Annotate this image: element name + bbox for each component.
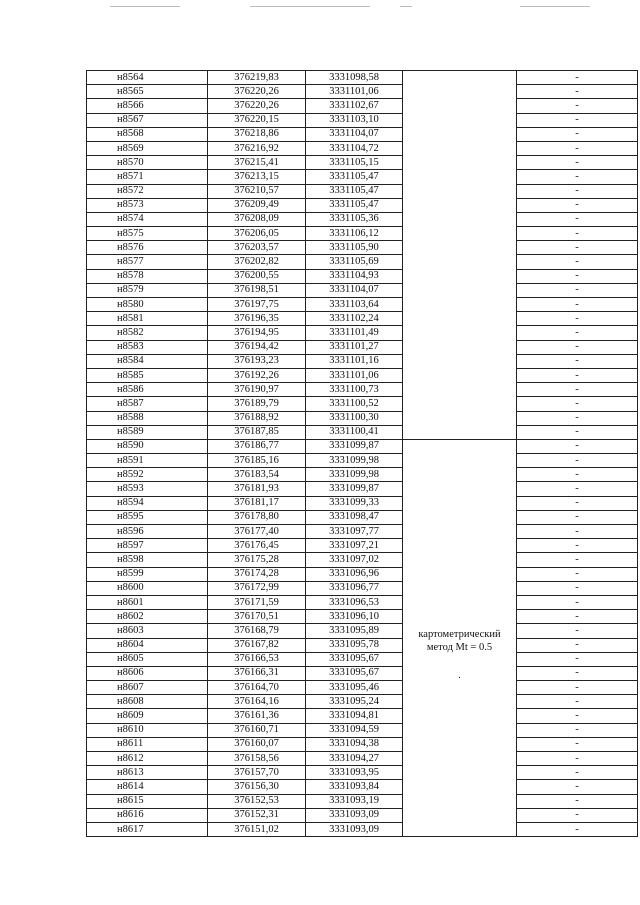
y-coordinate-cell: 3331102,67 (306, 99, 403, 113)
accuracy-cell: - (517, 638, 638, 652)
x-coordinate-cell: 376152,31 (208, 808, 306, 822)
y-coordinate-cell: 3331105,90 (306, 241, 403, 255)
table-row (87, 141, 638, 155)
point-name-cell: н8606 (87, 666, 208, 680)
point-name-cell: н8570 (87, 156, 208, 170)
y-coordinate-cell: 3331104,07 (306, 283, 403, 297)
table-row (87, 127, 638, 141)
table-row (87, 241, 638, 255)
table-row (87, 737, 638, 751)
table-row (87, 85, 638, 99)
y-coordinate-cell: 3331094,27 (306, 752, 403, 766)
x-coordinate-cell: 376181,93 (208, 482, 306, 496)
table-row (87, 255, 638, 269)
point-name-cell: н8579 (87, 283, 208, 297)
y-coordinate-cell: 3331093,09 (306, 808, 403, 822)
x-coordinate-cell: 376187,85 (208, 425, 306, 439)
table-row (87, 411, 638, 425)
point-name-cell: н8607 (87, 681, 208, 695)
accuracy-cell: - (517, 595, 638, 609)
y-coordinate-cell: 3331101,16 (306, 354, 403, 368)
table-row (87, 780, 638, 794)
table-row (87, 539, 638, 553)
y-coordinate-cell: 3331094,81 (306, 709, 403, 723)
point-name-cell: н8612 (87, 752, 208, 766)
accuracy-cell: - (517, 723, 638, 737)
point-name-cell: н8613 (87, 766, 208, 780)
table-row (87, 822, 638, 836)
method-cell-empty (403, 71, 517, 440)
x-coordinate-cell: 376176,45 (208, 539, 306, 553)
y-coordinate-cell: 3331096,10 (306, 610, 403, 624)
x-coordinate-cell: 376168,79 (208, 624, 306, 638)
x-coordinate-cell: 376200,55 (208, 269, 306, 283)
point-name-cell: н8580 (87, 298, 208, 312)
accuracy-cell: - (517, 170, 638, 184)
accuracy-cell: - (517, 681, 638, 695)
table-row (87, 595, 638, 609)
table-row (87, 553, 638, 567)
table-row (87, 695, 638, 709)
x-coordinate-cell: 376216,92 (208, 141, 306, 155)
accuracy-cell: - (517, 184, 638, 198)
x-coordinate-cell: 376178,80 (208, 510, 306, 524)
y-coordinate-cell: 3331099,98 (306, 468, 403, 482)
x-coordinate-cell: 376171,59 (208, 595, 306, 609)
accuracy-cell: - (517, 439, 638, 453)
x-coordinate-cell: 376210,57 (208, 184, 306, 198)
point-name-cell: н8595 (87, 510, 208, 524)
point-name-cell: н8583 (87, 340, 208, 354)
accuracy-cell: - (517, 766, 638, 780)
table-row (87, 638, 638, 652)
table-row (87, 113, 638, 127)
accuracy-cell: - (517, 454, 638, 468)
table-row (87, 496, 638, 510)
x-coordinate-cell: 376220,26 (208, 99, 306, 113)
scan-header-artifacts (0, 0, 640, 12)
table-row (87, 624, 638, 638)
point-name-cell: н8605 (87, 652, 208, 666)
y-coordinate-cell: 3331095,24 (306, 695, 403, 709)
x-coordinate-cell: 376215,41 (208, 156, 306, 170)
table-row (87, 567, 638, 581)
accuracy-cell: - (517, 156, 638, 170)
y-coordinate-cell: 3331094,59 (306, 723, 403, 737)
accuracy-cell: - (517, 553, 638, 567)
accuracy-cell: - (517, 468, 638, 482)
accuracy-cell: - (517, 113, 638, 127)
x-coordinate-cell: 376198,51 (208, 283, 306, 297)
point-name-cell: н8588 (87, 411, 208, 425)
x-coordinate-cell: 376151,02 (208, 822, 306, 836)
point-name-cell: н8609 (87, 709, 208, 723)
point-name-cell: н8604 (87, 638, 208, 652)
point-name-cell: н8594 (87, 496, 208, 510)
x-coordinate-cell: 376181,17 (208, 496, 306, 510)
table-row (87, 610, 638, 624)
accuracy-cell: - (517, 822, 638, 836)
table-row (87, 397, 638, 411)
x-coordinate-cell: 376209,49 (208, 198, 306, 212)
y-coordinate-cell: 3331097,02 (306, 553, 403, 567)
x-coordinate-cell: 376213,15 (208, 170, 306, 184)
point-name-cell: н8566 (87, 99, 208, 113)
accuracy-cell: - (517, 539, 638, 553)
x-coordinate-cell: 376167,82 (208, 638, 306, 652)
table-row (87, 454, 638, 468)
x-coordinate-cell: 376206,05 (208, 227, 306, 241)
table-row (87, 510, 638, 524)
accuracy-cell: - (517, 141, 638, 155)
table-row (87, 482, 638, 496)
coordinates-table (86, 70, 638, 837)
table-row (87, 212, 638, 226)
accuracy-cell: - (517, 283, 638, 297)
point-name-cell: н8567 (87, 113, 208, 127)
y-coordinate-cell: 3331094,38 (306, 737, 403, 751)
y-coordinate-cell: 3331106,12 (306, 227, 403, 241)
table-row (87, 439, 638, 453)
accuracy-cell: - (517, 666, 638, 680)
y-coordinate-cell: 3331104,07 (306, 127, 403, 141)
y-coordinate-cell: 3331097,77 (306, 525, 403, 539)
point-name-cell: н8602 (87, 610, 208, 624)
accuracy-cell: - (517, 397, 638, 411)
table-row (87, 368, 638, 382)
x-coordinate-cell: 376185,16 (208, 454, 306, 468)
accuracy-cell: - (517, 71, 638, 85)
x-coordinate-cell: 376164,16 (208, 695, 306, 709)
table-row (87, 766, 638, 780)
method-cell (403, 439, 517, 836)
x-coordinate-cell: 376160,71 (208, 723, 306, 737)
accuracy-cell: - (517, 269, 638, 283)
y-coordinate-cell: 3331105,47 (306, 198, 403, 212)
x-coordinate-cell: 376177,40 (208, 525, 306, 539)
y-coordinate-cell: 3331100,41 (306, 425, 403, 439)
y-coordinate-cell: 3331095,78 (306, 638, 403, 652)
y-coordinate-cell: 3331101,06 (306, 368, 403, 382)
point-name-cell: н8614 (87, 780, 208, 794)
accuracy-cell: - (517, 794, 638, 808)
table-row (87, 581, 638, 595)
y-coordinate-cell: 3331093,09 (306, 822, 403, 836)
table-row (87, 312, 638, 326)
y-coordinate-cell: 3331104,93 (306, 269, 403, 283)
y-coordinate-cell: 3331095,89 (306, 624, 403, 638)
point-name-cell: н8611 (87, 737, 208, 751)
coordinates-table-body (87, 71, 638, 837)
x-coordinate-cell: 376170,51 (208, 610, 306, 624)
y-coordinate-cell: 3331096,96 (306, 567, 403, 581)
y-coordinate-cell: 3331098,58 (306, 71, 403, 85)
point-name-cell: н8569 (87, 141, 208, 155)
table-row (87, 525, 638, 539)
table-row (87, 652, 638, 666)
x-coordinate-cell: 376203,57 (208, 241, 306, 255)
point-name-cell: н8582 (87, 326, 208, 340)
point-name-cell: н8591 (87, 454, 208, 468)
y-coordinate-cell: 3331105,47 (306, 184, 403, 198)
accuracy-cell: - (517, 241, 638, 255)
x-coordinate-cell: 376219,83 (208, 71, 306, 85)
accuracy-cell: - (517, 85, 638, 99)
x-coordinate-cell: 376196,35 (208, 312, 306, 326)
point-name-cell: н8610 (87, 723, 208, 737)
y-coordinate-cell: 3331105,15 (306, 156, 403, 170)
accuracy-cell: - (517, 610, 638, 624)
x-coordinate-cell: 376220,26 (208, 85, 306, 99)
accuracy-cell: - (517, 624, 638, 638)
table-row (87, 425, 638, 439)
table-row (87, 227, 638, 241)
table-row (87, 184, 638, 198)
point-name-cell: н8608 (87, 695, 208, 709)
point-name-cell: н8601 (87, 595, 208, 609)
accuracy-cell: - (517, 227, 638, 241)
point-name-cell: н8616 (87, 808, 208, 822)
y-coordinate-cell: 3331100,30 (306, 411, 403, 425)
x-coordinate-cell: 376157,70 (208, 766, 306, 780)
accuracy-cell: - (517, 567, 638, 581)
point-name-cell: н8585 (87, 368, 208, 382)
table-row (87, 354, 638, 368)
point-name-cell: н8581 (87, 312, 208, 326)
accuracy-cell: - (517, 354, 638, 368)
method-line-2: метод Mt = 0.5 (426, 641, 493, 653)
point-name-cell: н8571 (87, 170, 208, 184)
x-coordinate-cell: 376218,86 (208, 127, 306, 141)
point-name-cell: н8599 (87, 567, 208, 581)
x-coordinate-cell: 376172,99 (208, 581, 306, 595)
table-row (87, 709, 638, 723)
accuracy-cell: - (517, 695, 638, 709)
x-coordinate-cell: 376156,30 (208, 780, 306, 794)
accuracy-cell: - (517, 127, 638, 141)
table-row (87, 71, 638, 85)
point-name-cell: н8574 (87, 212, 208, 226)
x-coordinate-cell: 376193,23 (208, 354, 306, 368)
point-name-cell: н8565 (87, 85, 208, 99)
y-coordinate-cell: 3331100,52 (306, 397, 403, 411)
y-coordinate-cell: 3331101,49 (306, 326, 403, 340)
point-name-cell: н8576 (87, 241, 208, 255)
x-coordinate-cell: 376166,53 (208, 652, 306, 666)
point-name-cell: н8596 (87, 525, 208, 539)
accuracy-cell: - (517, 99, 638, 113)
y-coordinate-cell: 3331105,69 (306, 255, 403, 269)
accuracy-cell: - (517, 383, 638, 397)
y-coordinate-cell: 3331095,67 (306, 652, 403, 666)
point-name-cell: н8617 (87, 822, 208, 836)
accuracy-cell: - (517, 482, 638, 496)
point-name-cell: н8564 (87, 71, 208, 85)
x-coordinate-cell: 376220,15 (208, 113, 306, 127)
x-coordinate-cell: 376164,70 (208, 681, 306, 695)
table-row (87, 298, 638, 312)
y-coordinate-cell: 3331105,47 (306, 170, 403, 184)
point-name-cell: н8584 (87, 354, 208, 368)
y-coordinate-cell: 3331098,47 (306, 510, 403, 524)
point-name-cell: н8590 (87, 439, 208, 453)
accuracy-cell: - (517, 652, 638, 666)
accuracy-cell: - (517, 255, 638, 269)
x-coordinate-cell: 376194,42 (208, 340, 306, 354)
accuracy-cell: - (517, 326, 638, 340)
y-coordinate-cell: 3331093,84 (306, 780, 403, 794)
point-name-cell: н8615 (87, 794, 208, 808)
point-name-cell: н8600 (87, 581, 208, 595)
x-coordinate-cell: 376190,97 (208, 383, 306, 397)
accuracy-cell: - (517, 425, 638, 439)
y-coordinate-cell: 3331099,33 (306, 496, 403, 510)
x-coordinate-cell: 376152,53 (208, 794, 306, 808)
x-coordinate-cell: 376202,82 (208, 255, 306, 269)
table-row (87, 794, 638, 808)
y-coordinate-cell: 3331105,36 (306, 212, 403, 226)
y-coordinate-cell: 3331096,53 (306, 595, 403, 609)
y-coordinate-cell: 3331103,10 (306, 113, 403, 127)
accuracy-cell: - (517, 581, 638, 595)
x-coordinate-cell: 376189,79 (208, 397, 306, 411)
y-coordinate-cell: 3331099,98 (306, 454, 403, 468)
y-coordinate-cell: 3331095,67 (306, 666, 403, 680)
accuracy-cell: - (517, 312, 638, 326)
y-coordinate-cell: 3331103,64 (306, 298, 403, 312)
y-coordinate-cell: 3331102,24 (306, 312, 403, 326)
y-coordinate-cell: 3331101,27 (306, 340, 403, 354)
accuracy-cell: - (517, 808, 638, 822)
point-name-cell: н8587 (87, 397, 208, 411)
point-name-cell: н8573 (87, 198, 208, 212)
method-mark: . (458, 669, 461, 681)
accuracy-cell: - (517, 752, 638, 766)
x-coordinate-cell: 376174,28 (208, 567, 306, 581)
x-coordinate-cell: 376161,36 (208, 709, 306, 723)
table-row (87, 383, 638, 397)
table-row (87, 198, 638, 212)
y-coordinate-cell: 3331104,72 (306, 141, 403, 155)
point-name-cell: н8578 (87, 269, 208, 283)
accuracy-cell: - (517, 737, 638, 751)
accuracy-cell: - (517, 212, 638, 226)
x-coordinate-cell: 376158,56 (208, 752, 306, 766)
accuracy-cell: - (517, 780, 638, 794)
y-coordinate-cell: 3331100,73 (306, 383, 403, 397)
accuracy-cell: - (517, 340, 638, 354)
y-coordinate-cell: 3331099,87 (306, 439, 403, 453)
accuracy-cell: - (517, 368, 638, 382)
y-coordinate-cell: 3331096,77 (306, 581, 403, 595)
x-coordinate-cell: 376197,75 (208, 298, 306, 312)
table-row (87, 808, 638, 822)
y-coordinate-cell: 3331099,87 (306, 482, 403, 496)
x-coordinate-cell: 376186,77 (208, 439, 306, 453)
table-row (87, 283, 638, 297)
y-coordinate-cell: 3331095,46 (306, 681, 403, 695)
point-name-cell: н8577 (87, 255, 208, 269)
method-line-1: картометрический (418, 628, 501, 640)
table-row (87, 170, 638, 184)
table-row (87, 723, 638, 737)
accuracy-cell: - (517, 709, 638, 723)
point-name-cell: н8592 (87, 468, 208, 482)
y-coordinate-cell: 3331101,06 (306, 85, 403, 99)
accuracy-cell: - (517, 198, 638, 212)
table-row (87, 666, 638, 680)
table-row (87, 340, 638, 354)
x-coordinate-cell: 376188,92 (208, 411, 306, 425)
accuracy-cell: - (517, 525, 638, 539)
point-name-cell: н8589 (87, 425, 208, 439)
x-coordinate-cell: 376160,07 (208, 737, 306, 751)
point-name-cell: н8597 (87, 539, 208, 553)
table-row (87, 468, 638, 482)
point-name-cell: н8572 (87, 184, 208, 198)
table-row (87, 269, 638, 283)
x-coordinate-cell: 376192,26 (208, 368, 306, 382)
accuracy-cell: - (517, 496, 638, 510)
point-name-cell: н8575 (87, 227, 208, 241)
accuracy-cell: - (517, 510, 638, 524)
accuracy-cell: - (517, 411, 638, 425)
x-coordinate-cell: 376175,28 (208, 553, 306, 567)
point-name-cell: н8568 (87, 127, 208, 141)
point-name-cell: н8593 (87, 482, 208, 496)
table-row (87, 681, 638, 695)
y-coordinate-cell: 3331093,95 (306, 766, 403, 780)
point-name-cell: н8598 (87, 553, 208, 567)
table-row (87, 326, 638, 340)
x-coordinate-cell: 376183,54 (208, 468, 306, 482)
point-name-cell: н8586 (87, 383, 208, 397)
table-row (87, 99, 638, 113)
table-row (87, 752, 638, 766)
accuracy-cell: - (517, 298, 638, 312)
y-coordinate-cell: 3331097,21 (306, 539, 403, 553)
x-coordinate-cell: 376194,95 (208, 326, 306, 340)
y-coordinate-cell: 3331093,19 (306, 794, 403, 808)
x-coordinate-cell: 376208,09 (208, 212, 306, 226)
point-name-cell: н8603 (87, 624, 208, 638)
table-row (87, 156, 638, 170)
x-coordinate-cell: 376166,31 (208, 666, 306, 680)
